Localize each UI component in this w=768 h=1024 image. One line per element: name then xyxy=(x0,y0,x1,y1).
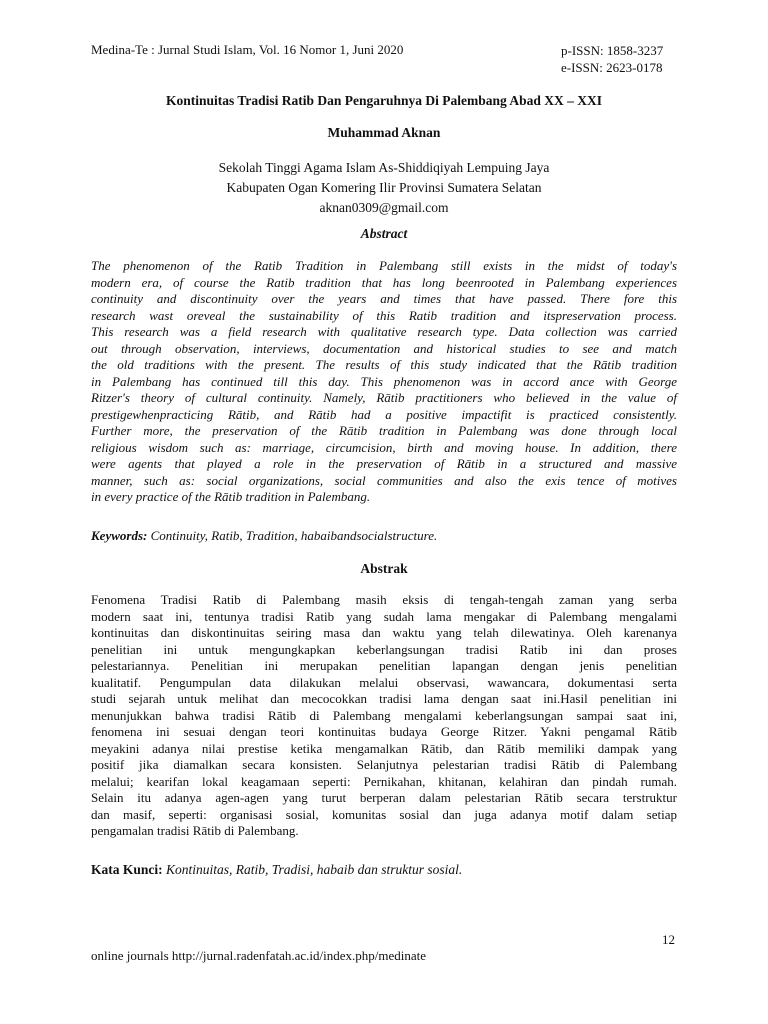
affiliation-line-2: Kabupaten Ogan Komering Ilir Provinsi Sumatera Selatan xyxy=(226,180,542,195)
abstrak-line: menunjukkan bahwa tradisi Rātib di Palembang mengalami keberlangsungan sampai saat ini, xyxy=(91,707,677,723)
author-email: aknan0309@gmail.com xyxy=(319,200,449,215)
abstract-line: manner, such as: social organizations, social communities and also the exis tence of motives xyxy=(91,472,677,488)
keywords-id xyxy=(91,862,462,878)
abstract-line: in every practice of the Rātib tradition in Palembang. xyxy=(91,489,371,504)
abstrak-body xyxy=(91,592,677,840)
abstract-line: the old traditions with the present. The results of this study indicated that the Rātib tradition xyxy=(91,357,677,372)
abstract-line: Ritzer's theory of cultural continuity. Namely, Rātib practitioners who believed in the value of xyxy=(91,390,677,405)
abstract-line: out through observation, interviews, documentation and historical studies to see and match xyxy=(91,340,677,356)
journal-header: Medina-Te : Jurnal Studi Islam, Vol. 16 Nomor 1, Juni 2020 xyxy=(91,42,404,57)
abstrak-line: Selain itu adanya agen-agen yang turut berperan dalam pelestarian Rātib secara terstruktur xyxy=(91,790,677,805)
abstract-line: The phenomenon of the Ratib Tradition in Palembang still exists in the midst of today's xyxy=(91,258,677,273)
abstract-line: in Palembang has continued till this day. This phenomenon was in accord ance with George xyxy=(91,373,677,389)
e-issn: e-ISSN: 2623-0178 xyxy=(561,60,663,75)
affiliation xyxy=(91,158,677,218)
p-issn: p-ISSN: 1858-3237 xyxy=(561,43,664,58)
abstract-line: religious wisdom such as: marriage, circumcision, birth and moving house. In addition, there xyxy=(91,439,677,455)
kata-kunci-label: Kata Kunci: xyxy=(91,862,163,877)
keywords-label: Keywords: xyxy=(91,528,148,543)
abstrak-line: fenomena ini sesuai dengan teori kontinuitas budaya George Ritzer. Yakni pengamal Rātib xyxy=(91,724,677,739)
abstract-line: modern era, of course the Ratib tradition that has long beenrooted in Palembang experiences xyxy=(91,274,677,290)
abstrak-line: pelestariannya. Penelitian ini merupakan penelitian lapangan dengan jenis penelitian xyxy=(91,658,677,673)
abstrak-line: studi sejarah untuk melihat dan mecocokkan tradisi lama dengan saat ini.Hasil penelitian ini xyxy=(91,691,677,706)
keywords-text: Continuity, Ratib, Tradition, habaibandsocialstructure. xyxy=(150,528,438,543)
abstrak-line: meyakini adanya nilai prestise ketika mengamalkan Rātib, dan Rātib memiliki dampak yang xyxy=(91,740,677,756)
abstrak-line: dan masif, seperti: organisasi sosial, komunitas sosial dan juga adanya motif dalam setiap xyxy=(91,806,677,822)
abstract-body xyxy=(91,258,677,506)
abstrak-line: kualitatif. Pengumpulan data dilakukan melalui observasi, wawancara, dokumentasi serta xyxy=(91,674,677,690)
affiliation-line-1: Sekolah Tinggi Agama Islam As-Shiddiqiyah Lempuing Jaya xyxy=(218,160,550,175)
abstrak-line: modern saat ini, tentunya tradisi Ratib yang sudah lama mengakar di Palembang mengalami xyxy=(91,608,677,624)
abstrak-heading: Abstrak xyxy=(360,561,408,576)
page-number: 12 xyxy=(662,932,675,947)
abstract-line: prestigewhenpracticing Rātib, and Rātib had a positive impactifit is practiced consistently. xyxy=(91,406,677,422)
abstract-line: This research was a field research with qualitative research type. Data collection was carried xyxy=(91,324,677,339)
abstract-line: continuity and discontinuity over the years and times that have passed. There fore this xyxy=(91,291,677,306)
footer-url: online journals http://jurnal.radenfatah.ac.id/index.php/medinate xyxy=(91,948,427,963)
abstract-line: were agents that played a role in the preservation of Rātib in a structured and massive xyxy=(91,456,677,471)
abstract-heading: Abstract xyxy=(360,226,408,241)
keywords-en xyxy=(91,528,437,544)
abstrak-line: pengamalan tradisi Rātib di Palembang. xyxy=(91,823,299,838)
abstract-line: research wast oreveal the sustainability of this Ratib tradition and itspreservation process. xyxy=(91,307,677,323)
abstrak-line: kontinuitas dan diskontinuitas seiring masa dan waktu yang telah dilewatinya. Oleh karenanya xyxy=(91,625,677,640)
abstrak-line: penelitian ini untuk mengungkapkan keberlangsungan tradisi Ratib ini dan proses xyxy=(91,641,677,657)
abstrak-line: Fenomena Tradisi Ratib di Palembang masih eksis di tengah-tengah zaman yang serba xyxy=(91,592,677,607)
abstrak-line: melalui; kearifan lokal keagamaan seperti: Pernikahan, khitanan, kelahiran dan pindah rumah. xyxy=(91,773,677,789)
author-name: Muhammad Aknan xyxy=(327,125,441,140)
abstrak-line: positif jika diamalkan secara konsisten. Selanjutnya pelestarian tradisi Rātib di Palembang xyxy=(91,757,677,772)
abstract-line: Further more, the preservation of the Rātib tradition in Palembang was done through local xyxy=(91,423,677,438)
kata-kunci-text: Kontinuitas, Ratib, Tradisi, habaib dan struktur sosial. xyxy=(166,862,463,877)
paper-title: Kontinuitas Tradisi Ratib Dan Pengaruhnya Di Palembang Abad XX – XXI xyxy=(165,93,603,108)
issn-block xyxy=(561,42,663,76)
